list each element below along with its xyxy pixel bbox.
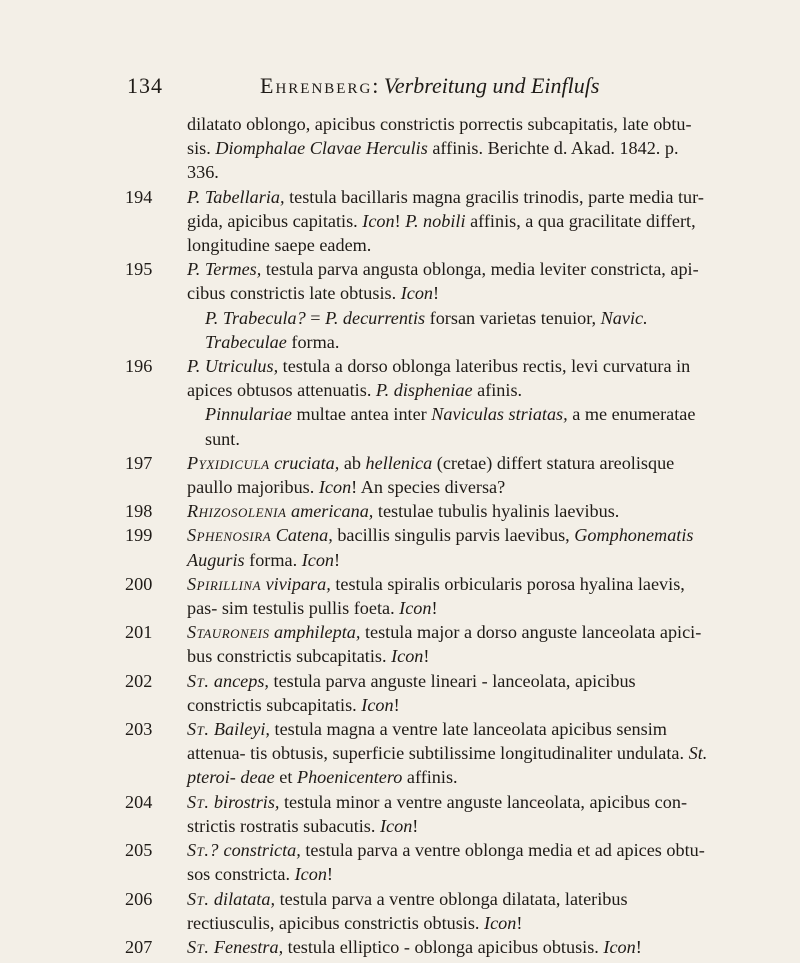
entry-number: 203	[125, 719, 153, 740]
text-run: Icon	[301, 549, 335, 570]
entry-197	[0, 451, 800, 499]
genus-name: Spirillina	[187, 573, 262, 594]
text-run: St. pteroi- deae	[187, 743, 708, 788]
text-run: Gomphonematis Auguris	[187, 525, 694, 570]
text-run: affinis, a qua gracilitate differt, longitudine saepe eadem.	[187, 210, 696, 256]
entry-list	[0, 112, 800, 959]
genus-abbrev: St.	[187, 936, 210, 957]
text-run: Icon	[361, 694, 394, 715]
text-run: testula minor a ventre anguste lanceolata, apicibus con- strictis rostratis subacutis.	[187, 791, 688, 836]
text-run: testula major a dorso anguste lanceolata apici- bus constrictis subcapitatis.	[187, 622, 702, 667]
entry-number: 197	[125, 452, 153, 473]
text-run: Diomphalae Clavae Herculis	[215, 138, 428, 159]
text-run: testulae tubulis hyalinis laevibus.	[373, 501, 620, 522]
entry-number: 202	[125, 670, 153, 691]
text-run: P. Trabecula?	[205, 307, 306, 328]
continued-entry-text	[0, 112, 800, 185]
text-run: multae antea inter	[291, 404, 432, 425]
genus-name: Pyxidicula	[187, 452, 270, 473]
text-run: ! An species diversa?	[351, 477, 506, 498]
running-head-title: Verbreitung und Einfluſs	[383, 73, 600, 98]
text-run: forma.	[286, 331, 340, 352]
text-run: Icon	[603, 936, 636, 957]
genus-name: Stauroneis	[187, 622, 270, 643]
genus-abbrev: St.	[187, 791, 210, 812]
text-run: testula parva anguste lineari - lanceolata, apicibus constrictis subcapitatis.	[187, 670, 636, 715]
entry-number: 199	[125, 525, 153, 546]
text-run: hellenica	[365, 452, 433, 473]
entry-number: 206	[125, 888, 153, 909]
text-run: Icon	[294, 864, 327, 885]
text-run: affinis.	[402, 767, 458, 788]
genus-abbrev: St.	[187, 719, 210, 740]
text-run: afinis.	[472, 380, 523, 401]
text-run: vivipara,	[265, 573, 331, 594]
entry-198	[0, 499, 800, 523]
entry-201	[0, 620, 800, 668]
text-run: anceps,	[213, 670, 269, 691]
text-run: amphilepta,	[274, 622, 361, 643]
text-run: Navic. Trabeculae	[205, 307, 648, 352]
entry-number: 196	[125, 356, 153, 377]
text-run: !	[516, 912, 523, 933]
entry-subnote	[187, 402, 714, 450]
text-run: Fenestra,	[213, 936, 284, 957]
entry-203	[0, 717, 800, 790]
text-run: P. decurrentis	[325, 307, 426, 328]
taxon-name: P. Utriculus,	[187, 356, 279, 377]
text-run: Icon	[400, 283, 434, 304]
taxon-name: P. Tabellaria,	[187, 186, 285, 207]
text-run: affinis. Berichte d. Akad. 1842. p. 336.	[187, 138, 679, 183]
text-run: et	[274, 767, 297, 788]
entry-199	[0, 523, 800, 571]
text-run: !	[433, 283, 440, 304]
entry-196	[0, 354, 800, 451]
text-run: !	[326, 864, 333, 885]
text-run: Phoenicentero	[296, 767, 403, 788]
entry-number: 201	[125, 622, 153, 643]
text-run: testula parva a ventre oblonga dilatata, lateribus rectiusculis, apicibus constrictis obtusis.	[187, 888, 628, 933]
running-head	[260, 73, 599, 99]
text-run: americana,	[291, 501, 374, 522]
entry-number: 198	[125, 501, 153, 522]
entry-205	[0, 838, 800, 886]
text-run: constricta,	[223, 840, 301, 861]
text-run: cruciata,	[274, 452, 340, 473]
entry-204	[0, 790, 800, 838]
entry-207	[0, 935, 800, 959]
text-run: !	[635, 936, 642, 957]
text-run: Icon	[379, 815, 413, 836]
text-run: !	[393, 694, 400, 715]
text-run: dilatata,	[213, 888, 276, 909]
text-run: bacillis singulis parvis laevibus,	[332, 525, 575, 546]
genus-abbrev: St.	[187, 888, 210, 909]
text-run: Catena,	[275, 525, 333, 546]
text-run: !	[431, 598, 438, 619]
text-run: !	[412, 815, 419, 836]
text-run: testula elliptico - oblonga apicibus obtusis.	[283, 936, 604, 957]
text-run: testula magna a ventre late lanceolata apicibus sensim attenua- tis obtusis, superficie subtilissime longitudinaliter undulata.	[187, 719, 689, 764]
entry-194	[0, 185, 800, 258]
text-run: dilatato oblongo, apicibus constrictis porrectis subcapitatis, late obtu- sis.	[187, 114, 692, 159]
entry-number: 195	[125, 259, 153, 280]
text-run: Pinnulariae	[205, 404, 292, 425]
text-run: a me enumeratae sunt.	[205, 404, 696, 449]
text-run: testula parva a ventre oblonga media et ad apices obtu- sos constricta.	[187, 840, 705, 885]
text-run: !	[394, 210, 406, 231]
genus-abbrev: St.?	[187, 840, 219, 861]
text-run: =	[305, 307, 326, 328]
running-head-author: Ehrenberg	[260, 73, 373, 98]
entry-number: 194	[125, 186, 153, 207]
entry-number: 204	[125, 791, 153, 812]
text-run: P. dispheniae	[375, 380, 473, 401]
entry-206	[0, 887, 800, 935]
entry-number: 207	[125, 936, 153, 957]
text-run: forma.	[244, 549, 302, 570]
page-header	[127, 73, 710, 103]
text-run: testula parva angusta oblonga, media leviter constricta, api- cibus constrictis late obtusis.	[187, 259, 699, 304]
text-run: testula a dorso oblonga lateribus rectis, levi curvatura in apices obtusos attenuatis.	[187, 356, 691, 401]
page-number: 134	[127, 73, 163, 98]
text-run: ab	[339, 452, 366, 473]
text-run: Icon	[484, 912, 517, 933]
entry-number: 205	[125, 840, 153, 861]
text-run: forsan varietas tenuior,	[425, 307, 601, 328]
running-head-colon: :	[372, 73, 379, 98]
entry-number: 200	[125, 573, 153, 594]
taxon-name: P. Termes,	[187, 259, 262, 280]
text-run: P. nobili	[405, 210, 466, 231]
text-run: Icon	[362, 210, 395, 231]
entry-202	[0, 669, 800, 717]
text-run: birostris,	[213, 791, 280, 812]
entry-195	[0, 257, 800, 354]
genus-name: Sphenosira	[187, 525, 272, 546]
text-run: Icon	[399, 598, 432, 619]
text-run: (cretae) differt statura areolisque paullo majoribus.	[187, 452, 675, 498]
entry-200	[0, 572, 800, 620]
text-run: !	[423, 646, 430, 667]
text-run: Icon	[318, 477, 352, 498]
genus-abbrev: St.	[187, 670, 210, 691]
text-run: Naviculas striatas,	[431, 404, 568, 425]
genus-name: Rhizosolenia	[187, 501, 287, 522]
entry-subnote	[187, 306, 714, 354]
text-run: Baileyi,	[213, 719, 270, 740]
text-run: !	[334, 549, 341, 570]
text-run: testula spiralis orbicularis porosa hyalina laevis, pas- sim testulis pullis foeta.	[187, 573, 685, 619]
text-run: testula bacillaris magna gracilis trinodis, parte media tur- gida, apicibus capitatis.	[187, 186, 704, 231]
text-run: Icon	[391, 646, 424, 667]
